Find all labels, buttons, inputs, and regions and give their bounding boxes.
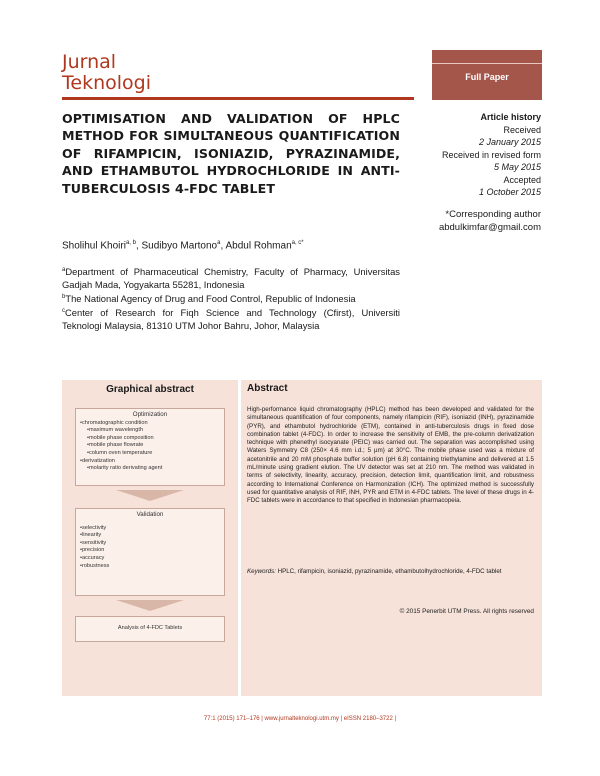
journal-name [62,52,151,94]
paper-type-box [432,50,542,100]
affiliation-text: Department of Pharmaceutical Chemistry, Faculty of Pharmacy, Universitas Gadjah Mada, Yogyakarta 55281, Indonesia [62,266,400,291]
abstract-title: Abstract [247,383,288,394]
keywords-list: HPLC, rifampicin, isoniazid, pyrazinamide, ethambutolhydrochloride, 4-FDC tablet [277,568,502,575]
corresponding-label: *Corresponding author [445,209,541,220]
optimization-line: •derivatization [80,457,115,464]
affiliation [62,291,400,305]
author-sep: , [135,240,142,252]
optimization-line: •mobile phase composition [87,434,154,441]
affiliation-sup: a [62,267,66,273]
keywords-label: Keywords: [247,568,276,575]
accepted-date: 1 October 2015 [478,187,541,197]
optimization-heading: Optimization [132,411,168,418]
validation-line: •selectivity [80,524,107,531]
validation-box [75,508,225,596]
optimization-line: •maximum wavelength [87,427,144,434]
affiliation-sup: c [62,308,65,315]
validation-heading: Validation [136,511,164,518]
author-sup: a, c* [291,240,304,246]
optimization-line: •molarity ratio derivating agent [87,465,163,472]
corresponding-email[interactable]: abdulkimfar@gmail.com [438,222,541,233]
affiliation-sup: b [62,294,66,301]
received-date: 2 January 2015 [478,137,541,147]
revised-date: 5 May 2015 [493,162,541,172]
validation-line: •precision [80,547,105,554]
author-list [62,240,304,251]
journal-name-line2: Teknologi [62,72,151,94]
optimization-line: •chromatographic condition [80,419,148,426]
article-history [401,111,541,199]
validation-line: •linearity [80,532,102,539]
keywords [247,568,534,576]
copyright-notice: © 2015 Penerbit UTM Press. All rights reserved [399,608,534,615]
paper-type-divider [432,63,542,64]
page-footer: 77:1 (2015) 171–176 | www.jurnalteknologi.utm.my | eISSN 2180–3722 | [203,716,397,722]
author-name: Sudibyo Martono [141,240,218,252]
analysis-box [75,616,225,642]
affiliation [62,305,400,332]
optimization-line: •column oven temperature [87,449,153,456]
journal-name-line1: Jurnal [62,51,117,73]
validation-line: •robustness [80,562,110,569]
author-sup: a, b [125,240,136,246]
received-label: Received [503,124,541,135]
affiliation [62,264,400,291]
affiliations [62,264,400,332]
graphical-abstract-panel [62,380,238,696]
author-name: Sholihul Khoiri [62,240,126,252]
history-heading: Article history [480,112,541,122]
author-sup: a [217,240,221,246]
validation-line: •accuracy [80,554,105,561]
optimization-box [75,408,225,486]
analysis-label: Analysis of 4-FDC Tablets [117,625,183,631]
affiliation-text: The National Agency of Drug and Food Control, Republic of Indonesia [65,293,356,305]
author-name: Abdul Rohman [225,240,292,252]
header-rule [62,97,414,100]
flow-arrow-down [116,600,184,611]
validation-line: •sensitivity [80,539,107,546]
abstract-body: High-performance liquid chromatography (HPLC) method has been developed and validated for the simultaneous quantification of four components, namely rifampicin (RIF), isoniazid (INH), pyrazinamide (PYR), and ethambutol hydrochloride (ETM), contained in anti-tuberculosis drugs in fixed dose combination tablet (4-FDC). In order to increase the sensitivity of EMB, the pre-column derivatization technique with phenethyl isocyanate (PEIC) was carried out. The separation was accomplished using Waters Symmetry C8 (250× 4.6 mm i.d.; 5 µm) at 30°C. The mobile phase used was a mixture of acetonitrile and 20 mM phosphate buffer solution (pH 6.8) containing triethylamine and delivered at 1.5 mL/minute using gradient elution. The UV detector was set at 210 nm. The method was validated in terms of selectivity, linearity, accuracy, precision, detection limit, quantification limit, and robustness according to International Conference on Harmonization (ICH). The optimized method is successfully used for quantitative analysis of RIF, INH, PYR and ETM in 4-FDC tablets. The level of these drugs in 4-FDC tablets were in accordance to that specified in Indonesian pharmacopeia. [247,406,534,505]
flow-arrow-down [116,490,184,501]
author-sep: , [220,240,226,252]
paper-type-label: Full Paper [465,72,509,82]
corresponding-author [381,208,541,234]
accepted-label: Accepted [503,174,541,185]
graphical-abstract-title: Graphical abstract [106,384,194,395]
paper-title: OPTIMISATION AND VALIDATION OF HPLC METHOD FOR SIMULTANEOUS QUANTIFICATION OF RIFAMPICIN, ISONIAZID, PYRAZINAMIDE, AND ETHAMBUTOL HYDROCHLORIDE IN ANTI-TUBERCULOSIS 4-FDC TABLET [62,111,400,196]
revised-label: Received in revised form [441,149,541,160]
optimization-line: •mobile phase flowrate [87,442,144,449]
abstract-panel [241,380,542,696]
affiliation-text: Center of Research for Fiqh Science and Technology (Cfirst), Universiti Teknologi Malaysia, 81310 UTM Johor Bahru, Johor, Malaysia [62,307,400,332]
